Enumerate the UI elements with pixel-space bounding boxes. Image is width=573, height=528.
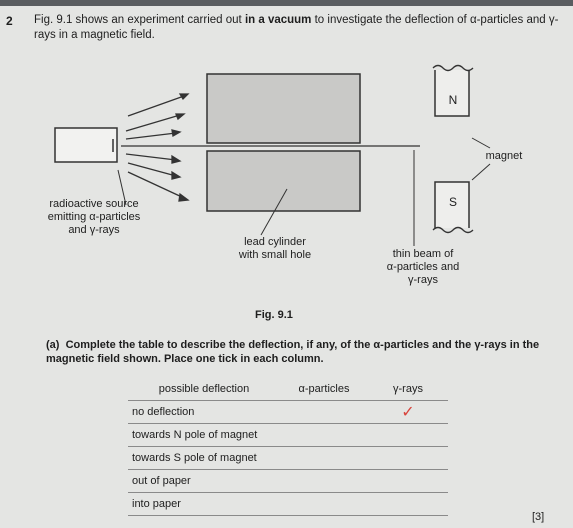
table-row bbox=[128, 424, 448, 447]
row-label: towards N pole of magnet bbox=[128, 424, 280, 447]
beam-label bbox=[363, 248, 483, 287]
north-pole-label: N bbox=[448, 93, 458, 107]
gamma-cell[interactable] bbox=[368, 470, 448, 493]
ray-4-arrowhead bbox=[172, 156, 180, 163]
lead-cylinder-upper bbox=[207, 74, 360, 143]
ray-6-arrowhead bbox=[179, 194, 188, 201]
magnet-s-break bbox=[433, 228, 473, 233]
source-label bbox=[24, 198, 164, 237]
cylinder-label-line-1: lead cylinder bbox=[244, 236, 306, 248]
ray-2-arrowhead bbox=[176, 114, 184, 119]
south-pole-label: S bbox=[448, 195, 457, 209]
table-row bbox=[128, 401, 448, 424]
deflection-table bbox=[128, 378, 448, 516]
alpha-cell[interactable] bbox=[280, 401, 368, 424]
row-label: no deflection bbox=[128, 401, 280, 424]
header-possible-deflection: possible deflection bbox=[158, 383, 250, 395]
ray-1 bbox=[128, 96, 184, 116]
figure-caption: Fig. 9.1 bbox=[255, 309, 293, 321]
header-alpha: α-particles bbox=[298, 383, 350, 395]
fig-9-1-diagram bbox=[0, 48, 573, 308]
ray-1-arrowhead bbox=[180, 94, 188, 99]
row-label: towards S pole of magnet bbox=[128, 447, 280, 470]
cylinder-label-line-2: with small hole bbox=[238, 249, 312, 261]
alpha-cell[interactable] bbox=[280, 447, 368, 470]
beam-label-line-1: thin beam of bbox=[392, 248, 454, 260]
marks-label: [3] bbox=[532, 511, 545, 523]
magnet-n-break bbox=[433, 66, 473, 71]
table-row bbox=[128, 470, 448, 493]
magnet-leader-s bbox=[472, 164, 490, 180]
page-top-border bbox=[0, 0, 573, 6]
beam-label-line-2: α-particles and bbox=[386, 261, 460, 273]
question-number: 2 bbox=[6, 14, 13, 28]
part-a-instructions: (a) Complete the table to describe the deflection, if any, of the α-particles and the γ-rays in the magnetic field shown. Place one tick in each column. bbox=[46, 339, 540, 365]
row-label: out of paper bbox=[128, 470, 280, 493]
alpha-cell[interactable] bbox=[280, 470, 368, 493]
gamma-cell-tick[interactable]: ✓ bbox=[368, 401, 448, 424]
ray-2 bbox=[126, 115, 180, 131]
beam-label-line-3: γ-rays bbox=[408, 274, 438, 286]
lead-cylinder-lower bbox=[207, 151, 360, 211]
header-gamma: γ-rays bbox=[393, 383, 423, 395]
alpha-cell[interactable] bbox=[280, 424, 368, 447]
row-label: into paper bbox=[128, 493, 280, 516]
ray-3-arrowhead bbox=[172, 130, 180, 136]
table-row bbox=[128, 493, 448, 516]
source-label-line-3: and γ-rays bbox=[68, 224, 120, 236]
alpha-cell[interactable] bbox=[280, 493, 368, 516]
magnet-leader-n bbox=[472, 138, 490, 148]
ray-4 bbox=[126, 154, 176, 160]
table-row bbox=[128, 447, 448, 470]
gamma-cell[interactable] bbox=[368, 493, 448, 516]
question-intro: Fig. 9.1 shows an experiment carried out in a vacuum to investigate the deflection of α-particles and γ-rays in a magnetic field. bbox=[34, 14, 559, 41]
magnet-label: magnet bbox=[485, 150, 523, 162]
emitted-rays bbox=[126, 94, 188, 201]
gamma-cell[interactable] bbox=[368, 424, 448, 447]
table-header-row bbox=[128, 378, 448, 401]
gamma-cell[interactable] bbox=[368, 447, 448, 470]
source-label-line-1: radioactive source bbox=[49, 198, 139, 210]
ray-3 bbox=[126, 133, 176, 139]
ray-5-arrowhead bbox=[172, 172, 180, 179]
radioactive-source bbox=[55, 128, 117, 162]
cylinder-label bbox=[220, 236, 330, 262]
source-label-line-2: emitting α-particles bbox=[47, 211, 141, 223]
ray-5 bbox=[128, 163, 176, 176]
